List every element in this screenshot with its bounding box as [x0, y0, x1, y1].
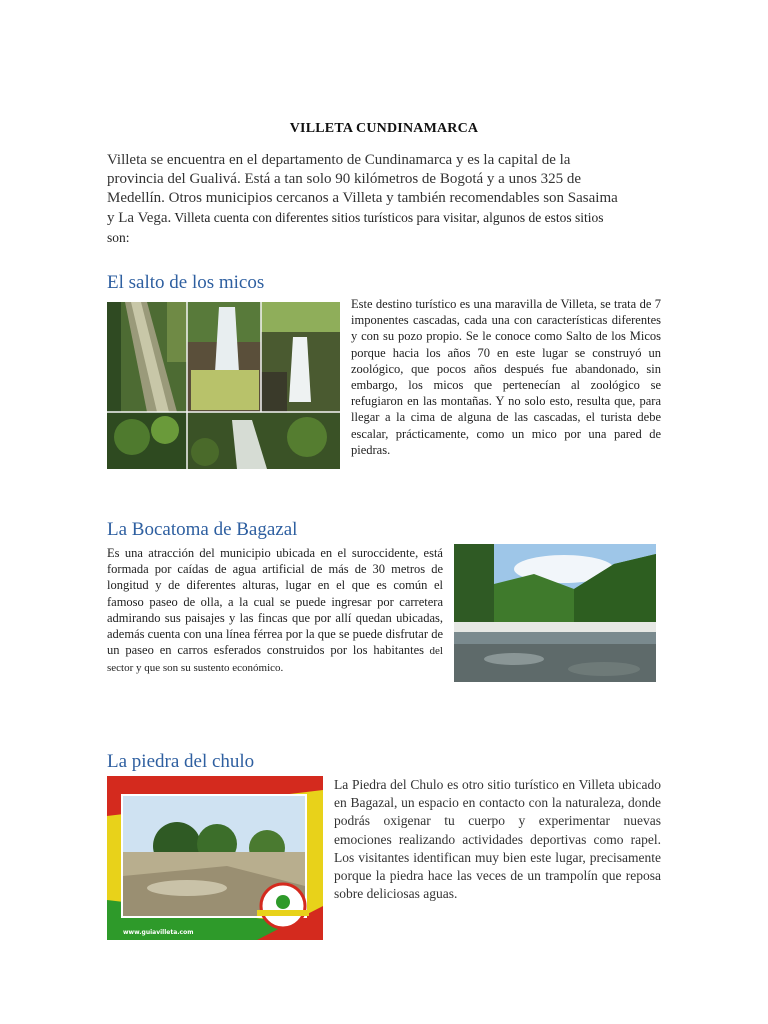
intro-main-text: Villeta se encuentra en el departamento de Cundinamarca y es la capital de la provincia del Gualivá. Está a tan solo 90 kilómetros de Bogotá y a unos 325 de Medellín. Otros municipios cercanos a Villeta y también recomendables son Sasaima y La Vega.: [107, 152, 618, 226]
bocatoma-text-main: Es una atracción del municipio ubicada en el suroccidente, está formada por caídas de agua artificial de más de 30 metros de longitud y de diferentes alturas, lugar en el que es común el famoso paseo de olla, a la cual se puede ingresar por carretera admirando sus paisajes y las fincas que por allí quedan ubicadas, además cuenta con una línea férrea por la que se puede disfrutar de un paseo en carros esferados construidos por los habitantes: [107, 546, 443, 658]
intro-paragraph: [107, 151, 627, 248]
section-text-bocatoma: [107, 545, 443, 677]
section-heading-piedra: La piedra del chulo: [107, 751, 255, 772]
piedra-image-caption: www.guiavilleta.com: [123, 929, 194, 936]
section-text-piedra: La Piedra del Chulo es otro sitio turístico en Villeta ubicado en Bagazal, un espacio en contacto con la naturaleza, donde podrás oxigenar tu cuerpo y experimentar nuevas emociones realizando actividades deportivas como rapel. Los visitantes identifican muy bien este lugar, precisamente porque la piedra hace las veces de un trampolín que reposa sobre deliciosas aguas.: [334, 777, 661, 902]
intro-tail-text: Villeta cuenta con diferentes sitios turísticos para visitar, algunos de estos sitios son:: [107, 210, 604, 245]
bocatoma-river-image: [454, 544, 656, 682]
document-title: VILLETA CUNDINAMARCA: [289, 121, 479, 136]
salto-collage-image: [107, 302, 340, 469]
section-heading-bocatoma: La Bocatoma de Bagazal: [107, 519, 298, 540]
section-text-salto: Este destino turístico es una maravilla de Villeta, se trata de 7 imponentes cascadas, cada una con características diferentes y con su pozo propio. Se le conoce como Salto de los Micos porque hacia los años 70 en este lugar se construyó un zoológico, que pocos años después fue abandonado, sin embargo, los micos que pertenecían al zoológico se refugiaron en las montañas. Y no solo esto, resulta que, para llegar a la cima de alguna de las cascadas, el turista debe escalar, prácticamente, como un mico por una pared de piedras.: [351, 297, 661, 457]
piedra-framed-image: [107, 776, 323, 940]
bocatoma-text-tail: del sector y que son su sustento económico.: [107, 645, 443, 675]
section-heading-salto: El salto de los micos: [107, 272, 265, 293]
